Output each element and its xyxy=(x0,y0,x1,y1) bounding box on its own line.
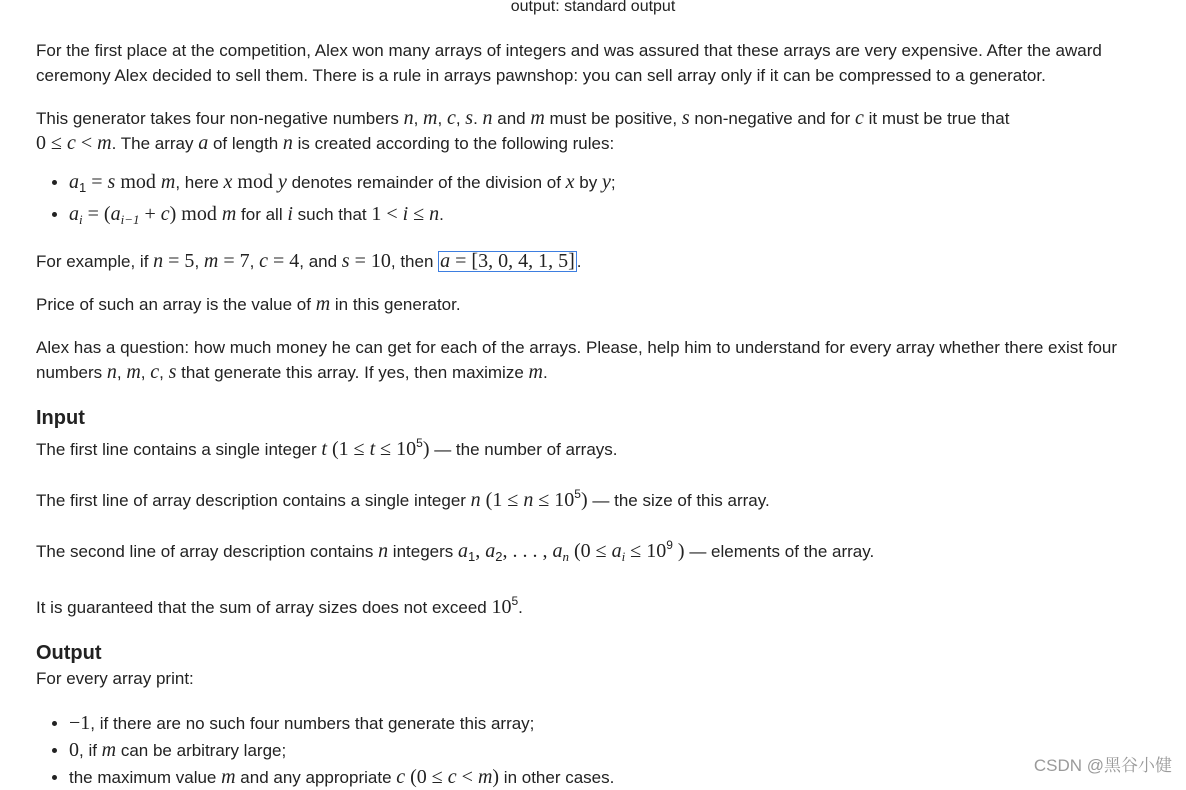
example-text-3: , then xyxy=(390,252,439,271)
generator-text-5: it must be true that xyxy=(863,109,1010,128)
highlighted-example-array: a = [3, 0, 4, 1, 5] xyxy=(440,250,575,272)
generator-text-2: and xyxy=(492,109,531,128)
output-item1-text: , if there are no such four numbers that generate this array; xyxy=(90,714,535,733)
generator-text-7: of length xyxy=(208,134,283,153)
output-item: • −1, if there are no such four numbers that generate this array; xyxy=(69,711,1171,736)
input-line1-text-2: — the number of arrays. xyxy=(429,440,618,459)
generator-text-8: is created according to the following rules: xyxy=(292,134,615,153)
rule1-text-3: by xyxy=(574,173,602,192)
generator-text-6: . The array xyxy=(111,134,199,153)
input-line4-text: It is guaranteed that the sum of array sizes does not exceed xyxy=(36,598,492,617)
output-item: • the maximum value m and any appropriate c (0 ≤ c < m) in other cases. xyxy=(69,765,1171,790)
rule2-text-1: for all xyxy=(236,205,288,224)
question-text-2: that generate this array. If yes, then maximize xyxy=(176,363,529,382)
output-heading: Output xyxy=(36,642,102,664)
problem-statement xyxy=(36,0,1171,790)
input-line2-text-1: The first line of array description contains a single integer xyxy=(36,491,471,510)
output-item: • 0, if m can be arbitrary large; xyxy=(69,738,1171,763)
generator-text-4: non-negative and for xyxy=(689,109,856,128)
input-line-4: It is guaranteed that the sum of array sizes does not exceed $10^5$. xyxy=(36,594,523,618)
generator-text-1: This generator takes four non-negative numbers xyxy=(36,109,404,128)
rule-item: • $a_1 = s$ mod m, here x mod y denotes remainder of the division of x by y; xyxy=(69,170,1171,200)
rule1-text-2: denotes remainder of the division of xyxy=(286,173,566,192)
output-item2-text-2: can be arbitrary large; xyxy=(116,741,287,760)
output-item3-text-1: the maximum value xyxy=(69,768,222,787)
input-line2-text-2: — the size of this array. xyxy=(587,491,770,510)
example-text-2: , and xyxy=(299,252,342,271)
question-text-1: Alex has a question: how much money he can get for each of the arrays. Please, help him to understand for every array whether there exist four numbers xyxy=(36,338,1118,382)
input-heading: Input xyxy=(36,407,85,429)
output-list xyxy=(36,711,1171,790)
input-line3-text-2: integers xyxy=(388,542,459,561)
input-line3-text-1: The second line of array description contains xyxy=(36,542,379,561)
price-text: Price of such an array is the value of xyxy=(36,295,316,314)
rules-list xyxy=(36,170,1171,232)
input-line-2: The first line of array description contains a single integer n $(1 \le n \le 10^5)$ — the size of this array. xyxy=(36,487,770,511)
input-line-1: The first line contains a single integer t $(1 \le t \le 10^5)$ — the number of arrays. xyxy=(36,436,618,460)
example-text-1: For example, if xyxy=(36,252,154,271)
output-item3-text-3: in other cases. xyxy=(499,768,615,787)
example-paragraph: For example, if n = 5, m = 7, c = 4, and s = 10, then a = [3, 0, 4, 1, 5] . xyxy=(36,250,582,272)
input-line-3: The second line of array description contains n integers $a_1$, $a_2$, . . . , $a_n$ ($0 \le a_i \le 10^9$ ) — elements of the array. xyxy=(36,538,875,564)
question-paragraph: Alex has a question: how much money he can get for each of the arrays. Please, help him to understand for every array whether there exist four numbers n, m, c, s that generate this array. If yes, then maximize m. xyxy=(36,338,1118,383)
output-intro: For every array print: xyxy=(36,669,194,688)
price-paragraph: Price of such an array is the value of m in this generator. xyxy=(36,293,461,315)
output-item3-text-2: and any appropriate xyxy=(235,768,397,787)
intro-paragraph: For the first place at the competition, Alex won many arrays of integers and was assured that these arrays are very expensive. After the award ceremony Alex decided to sell them. There is a rule in arrays pawnshop: you can sell array only if it can be compressed to a generator. xyxy=(36,41,1102,85)
input-line1-text-1: The first line contains a single integer xyxy=(36,440,322,459)
rule2-text-2: such that xyxy=(292,205,372,224)
input-line3-text-3: — elements of the array. xyxy=(684,542,875,561)
output-item2-text-1: , if xyxy=(79,741,102,760)
csdn-watermark: CSDN @黑谷小健 xyxy=(1033,756,1172,775)
rule1-text-1: , here xyxy=(175,173,224,192)
rule-item: • $a_i = (a_{i-1} + c)$ mod m for all i such that 1 < i ≤ n. xyxy=(69,202,1171,232)
generator-text-3: must be positive, xyxy=(544,109,682,128)
generator-paragraph: This generator takes four non-negative numbers n, m, c, s. n and m must be positive, s non-negative and for c it must be true that 0 ≤ c < m. The array a of length n is created according to the following rules: xyxy=(36,107,1010,154)
output-spec-line: output: standard output xyxy=(510,0,676,15)
